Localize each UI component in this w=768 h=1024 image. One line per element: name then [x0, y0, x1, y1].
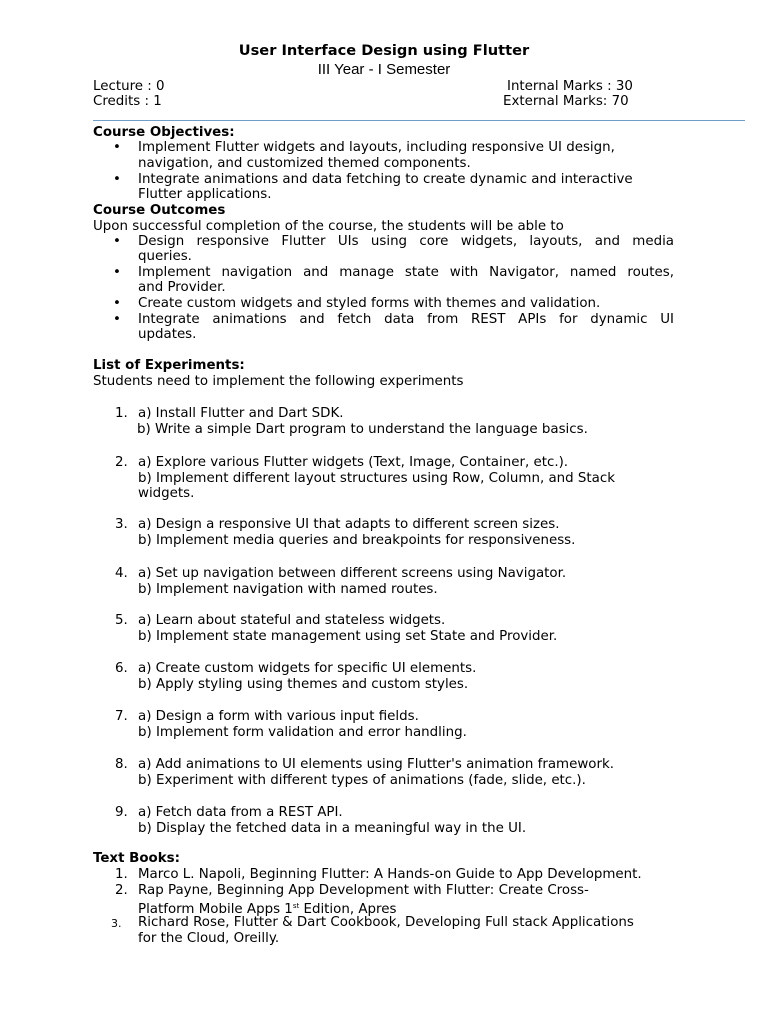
experiment-part-b: b) Implement different layout structures using Row, Column, and Stack: [138, 471, 615, 486]
objective-item-line: Implement Flutter widgets and layouts, including responsive UI design,: [138, 140, 615, 155]
bullet-icon: •: [113, 234, 121, 249]
experiments-intro: Students need to implement the following experiments: [93, 374, 464, 389]
outcome-item-line: and Provider.: [138, 280, 226, 295]
experiment-number: 8.: [115, 757, 128, 772]
header-divider: [93, 120, 745, 121]
textbook-line-text: Edition, Apres: [299, 902, 397, 917]
bullet-icon: •: [113, 265, 121, 280]
experiment-part-b: b) Implement form validation and error handling.: [138, 725, 467, 740]
internal-marks: Internal Marks : 30: [507, 79, 633, 94]
bullet-icon: •: [113, 172, 121, 187]
outcome-item-line: queries.: [138, 249, 192, 264]
experiment-number: 2.: [115, 455, 128, 470]
experiment-number: 6.: [115, 661, 128, 676]
outcome-item-line: Integrate animations and fetch data from REST APIs for dynamic UI: [138, 312, 674, 327]
outcome-item-line: Create custom widgets and styled forms with themes and validation.: [138, 296, 601, 311]
outcome-item-line: Design responsive Flutter UIs using core widgets, layouts, and media: [138, 234, 674, 249]
objective-item-line: Integrate animations and data fetching to create dynamic and interactive: [138, 172, 633, 187]
course-title: User Interface Design using Flutter: [238, 42, 530, 59]
textbook-number: 1.: [115, 867, 128, 882]
credits-label: Credits : 1: [93, 94, 162, 109]
experiment-part-a: a) Learn about stateful and stateless widgets.: [138, 613, 446, 628]
experiment-part-b: b) Implement media queries and breakpoints for responsiveness.: [138, 533, 576, 548]
objective-item-line: navigation, and customized themed components.: [138, 156, 471, 171]
bullet-icon: •: [113, 296, 121, 311]
objectives-heading: Course Objectives:: [93, 125, 235, 140]
experiment-part-a: a) Fetch data from a REST API.: [138, 805, 343, 820]
experiment-part-b-continued: widgets.: [138, 486, 195, 501]
experiment-part-b: b) Implement navigation with named routes.: [138, 582, 438, 597]
experiment-number: 1.: [115, 406, 128, 421]
textbook-number: 2.: [115, 883, 128, 898]
textbook-line: for the Cloud, Oreilly.: [138, 931, 280, 946]
bullet-icon: •: [113, 312, 121, 327]
experiment-part-b: b) Implement state management using set State and Provider.: [138, 629, 558, 644]
semester-subtitle: III Year - I Semester: [317, 61, 451, 78]
experiment-part-b: b) Experiment with different types of animations (fade, slide, etc.).: [138, 773, 586, 788]
experiment-number: 5.: [115, 613, 128, 628]
superscript-st: st: [292, 902, 300, 910]
textbooks-heading: Text Books:: [93, 851, 180, 866]
experiment-part-a: a) Design a form with various input fields.: [138, 709, 419, 724]
textbook-line: Richard Rose, Flutter & Dart Cookbook, Developing Full stack Applications: [138, 915, 634, 930]
experiment-part-b: b) Write a simple Dart program to understand the language basics.: [137, 422, 588, 437]
textbook-line: Marco L. Napoli, Beginning Flutter: A Hands-on Guide to App Development.: [138, 867, 642, 882]
experiment-number: 9.: [115, 805, 128, 820]
experiment-part-a: a) Explore various Flutter widgets (Text, Image, Container, etc.).: [138, 455, 569, 470]
textbook-line: Rap Payne, Beginning App Development with Flutter: Create Cross-: [138, 883, 589, 898]
textbook-number: 3.: [111, 917, 122, 930]
outcomes-intro: Upon successful completion of the course, the students will be able to: [93, 219, 564, 234]
experiment-number: 3.: [115, 517, 128, 532]
outcome-item-line: updates.: [138, 327, 197, 342]
experiment-part-a: a) Add animations to UI elements using Flutter's animation framework.: [138, 757, 615, 772]
experiment-part-a: a) Set up navigation between different screens using Navigator.: [138, 566, 567, 581]
experiment-number: 4.: [115, 566, 128, 581]
outcomes-heading: Course Outcomes: [93, 203, 226, 218]
experiments-heading: List of Experiments:: [93, 358, 245, 373]
experiment-part-a: a) Create custom widgets for specific UI elements.: [138, 661, 477, 676]
bullet-icon: •: [113, 140, 121, 155]
experiment-part-b: b) Display the fetched data in a meaningful way in the UI.: [138, 821, 527, 836]
experiment-part-b: b) Apply styling using themes and custom styles.: [138, 677, 469, 692]
textbook-line-text: Platform Mobile Apps 1: [138, 902, 293, 917]
objective-item-line: Flutter applications.: [138, 187, 272, 202]
experiment-part-a: a) Design a responsive UI that adapts to different screen sizes.: [138, 517, 560, 532]
external-marks: External Marks: 70: [503, 94, 629, 109]
outcome-item-line: Implement navigation and manage state with Navigator, named routes,: [138, 265, 674, 280]
experiment-part-a: a) Install Flutter and Dart SDK.: [138, 406, 344, 421]
experiment-number: 7.: [115, 709, 128, 724]
lecture-label: Lecture : 0: [93, 79, 165, 94]
